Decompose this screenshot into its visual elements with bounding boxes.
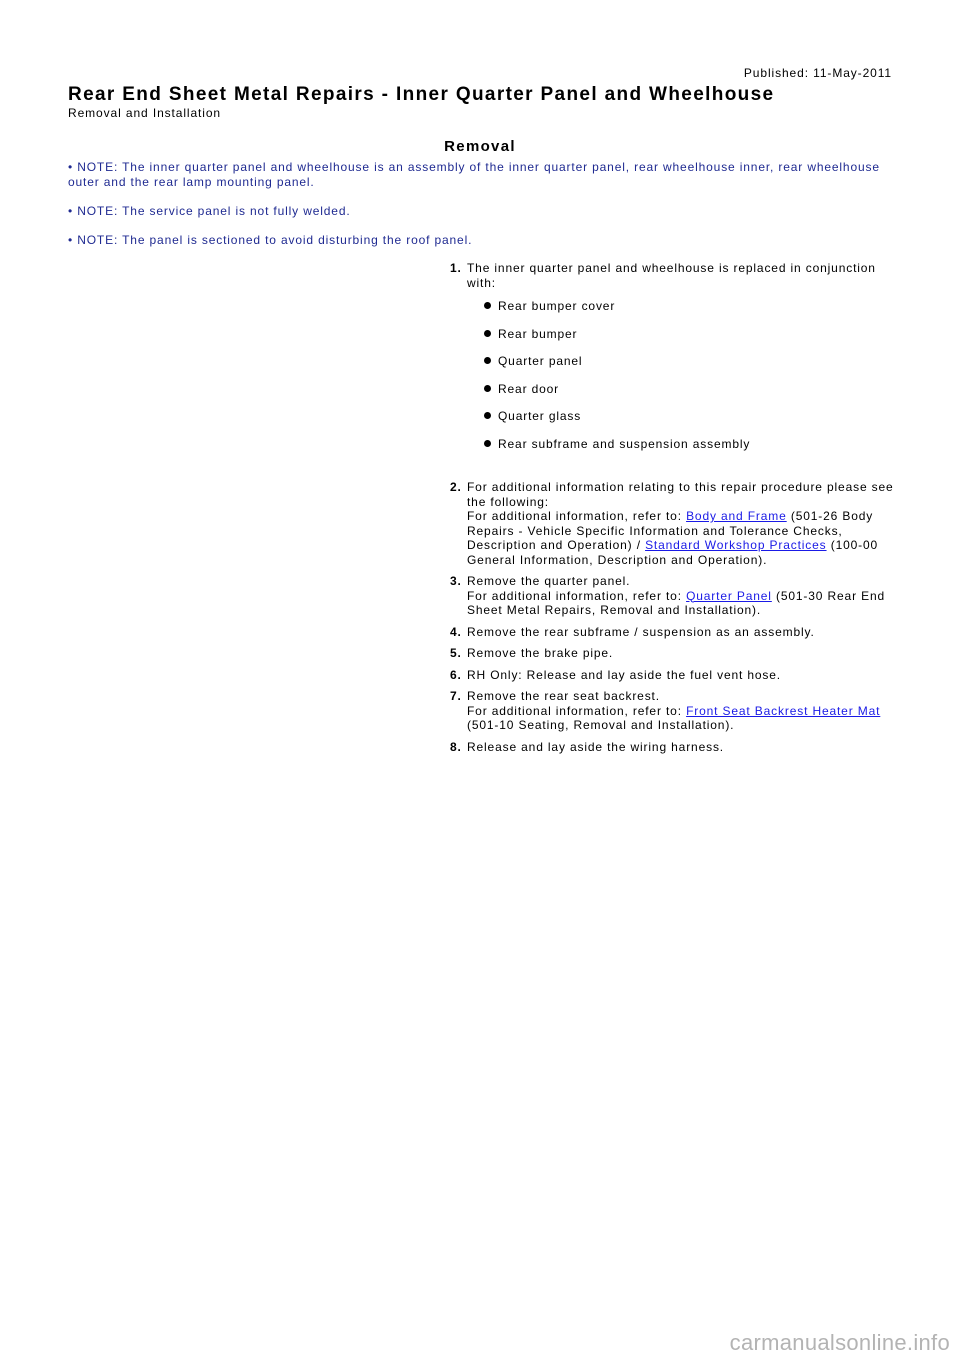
link-body-and-frame[interactable]: Body and Frame <box>686 509 787 523</box>
step-4 <box>450 625 900 640</box>
step-text: Remove the rear seat backrest. <box>467 689 660 703</box>
section-heading-removal: Removal <box>444 138 516 155</box>
step-8 <box>450 740 900 755</box>
link-standard-workshop-practices[interactable]: Standard Workshop Practices <box>645 538 827 552</box>
page-title: Rear End Sheet Metal Repairs - Inner Quarter Panel and Wheelhouse <box>68 84 775 105</box>
step-2 <box>450 480 900 567</box>
step-text: Remove the quarter panel. <box>467 574 631 588</box>
list-item: Rear bumper cover <box>467 299 900 327</box>
step-1 <box>450 261 900 464</box>
note-not-welded: • NOTE: The service panel is not fully welded. <box>68 204 351 218</box>
list-item: Quarter panel <box>467 354 900 382</box>
link-front-seat-backrest-heater-mat[interactable]: Front Seat Backrest Heater Mat <box>686 703 881 718</box>
reference-suffix: (501-10 Seating, Removal and Installation). <box>467 718 735 732</box>
list-item: Rear subframe and suspension assembly <box>467 437 900 465</box>
link-quarter-panel[interactable]: Quarter Panel <box>686 588 772 603</box>
reference-prefix: For additional information, refer to: <box>467 588 687 603</box>
step-text: Remove the rear subframe / suspension as an assembly. <box>467 624 815 639</box>
step-text: The inner quarter panel and wheelhouse is replaced in conjunction with: <box>467 261 876 290</box>
step-5 <box>450 646 900 661</box>
step-number: 8. <box>450 739 462 754</box>
replaced-with-list <box>467 299 900 464</box>
reference-prefix: For additional information, refer to: <box>467 703 687 718</box>
procedure-steps <box>450 261 900 761</box>
step-text: Remove the brake pipe. <box>467 646 614 660</box>
step-3 <box>450 574 900 618</box>
reference-suffix: (501-30 Rear End Sheet Metal Repairs, Removal and Installation). <box>467 588 886 617</box>
site-watermark: carmanualsonline.info <box>729 1330 950 1355</box>
step-number: 5. <box>450 646 462 660</box>
step-number: 6. <box>450 667 462 682</box>
reference-text: (501-26 Body Repairs - Vehicle Specific Information and Tolerance Checks, Description and Operation) / <box>467 509 874 552</box>
reference-suffix: (100-00 General Information, Description and Operation). <box>467 538 879 567</box>
step-6 <box>450 668 900 683</box>
note-sectioned: • NOTE: The panel is sectioned to avoid disturbing the roof panel. <box>68 233 473 247</box>
step-number: 7. <box>450 689 462 703</box>
step-number: 1. <box>450 261 462 275</box>
published-date: Published: 11-May-2011 <box>743 66 892 80</box>
page-subtitle: Removal and Installation <box>68 106 222 120</box>
step-number: 4. <box>450 624 462 639</box>
list-item: Rear bumper <box>467 327 900 355</box>
list-item: Rear door <box>467 382 900 410</box>
step-text: Release and lay aside the wiring harness. <box>467 739 724 754</box>
step-text: For additional information relating to this repair procedure please see the following: <box>467 480 894 509</box>
step-number: 2. <box>450 480 462 494</box>
notes-block <box>68 160 898 262</box>
note-assembly: • NOTE: The inner quarter panel and wheelhouse is an assembly of the inner quarter panel, rear wheelhouse inner, rear wheelhouse outer and the rear lamp mounting panel. <box>68 160 880 189</box>
step-text: RH Only: Release and lay aside the fuel vent hose. <box>467 667 781 682</box>
step-number: 3. <box>450 574 462 588</box>
list-item: Quarter glass <box>467 409 900 437</box>
reference-prefix: For additional information, refer to: <box>467 509 687 523</box>
step-7 <box>450 689 900 733</box>
